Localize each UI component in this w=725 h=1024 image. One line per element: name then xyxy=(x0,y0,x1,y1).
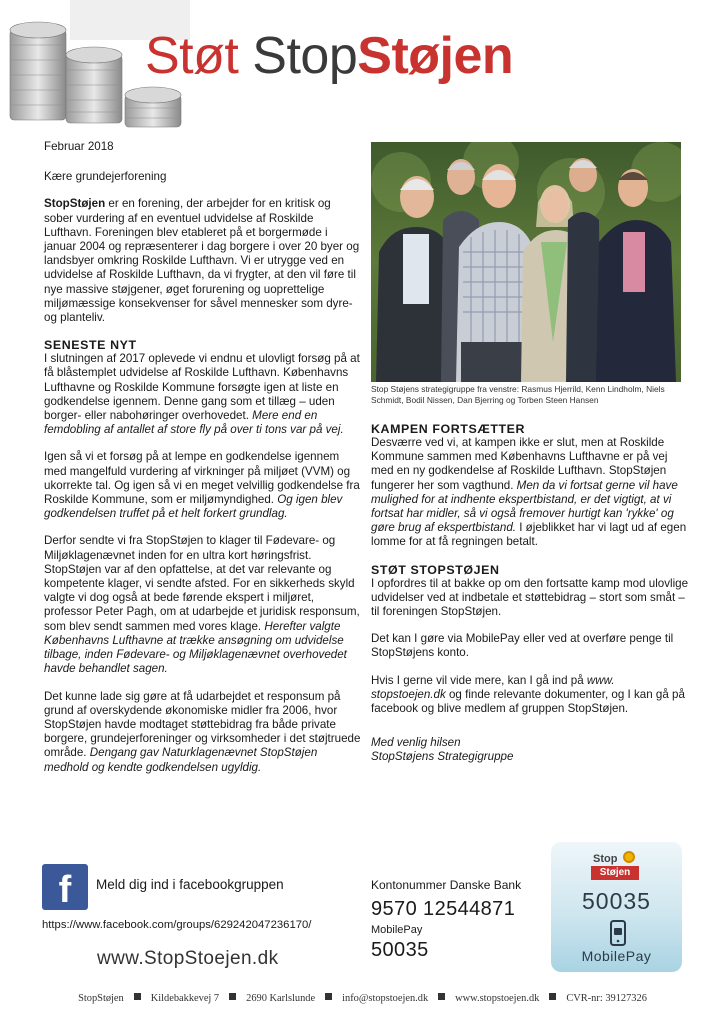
fight-paragraph: Desværre ved vi, at kampen ikke er slut, men at Roskilde Kommune sammen med Københavns Lufthavne er på vej med en ny godkendelse af Roskilde Lufthavn. StopStøjen fungerer her som vagthund. Men da vi fortsat gerne vil have mulighed for at indhente ekspertbistand, er det vigtigt, at vi fortsat har midler, så vi også fremover hurtigt kan 'rykke' og gøre brug af ekspertbistand. I øjeblikket har vi lagt ud af egen lomme for at få regningen betalt. xyxy=(371,436,687,549)
footer-website[interactable]: www.stopstoejen.dk xyxy=(455,993,540,1004)
footer-address: Kildebakkevej 7 xyxy=(150,993,220,1004)
footer-cvr: CVR-nr: 39127326 xyxy=(566,993,647,1004)
support-paragraph-1: I opfordres til at bakke op om den fortsatte kamp mod ulovlige udvidelser ved at indbetale et støttebidrag – stort som småt – til foreningen StopStøjen. xyxy=(371,576,689,619)
news-paragraph-2: Igen så vi et forsøg på at lempe en godkendelse igennem med mangelfuld vurdering af virkninger på miljøet (VVM) og ukorrekte tal. Og igen så vi en meget velvillig godkendelse fra Roskilde Kommune, som er miljømyndighed. Og igen blev godkendelsen truffet på et helt forkert grundlag. xyxy=(44,450,360,521)
mobilepay-number: 50035 xyxy=(371,939,429,961)
support-paragraph-2: Det kan I gøre via MobilePay eller ved at overføre penge til StopStøjens konto. xyxy=(371,632,674,660)
mobilepay-box xyxy=(551,842,682,972)
separator xyxy=(438,993,445,1000)
contact-footer xyxy=(0,993,725,1004)
separator xyxy=(229,993,236,1000)
letter-left-column xyxy=(44,140,362,788)
photo-caption: Stop Støjens strategigruppe fra venstre: Rasmus Hjerrild, Kenn Lindholm, Niels Schmidt, Bodil Nissen, Dan Bjerring og Torben Steen Hansen xyxy=(371,384,665,405)
support-heading: STØT STOPSTØJEN xyxy=(371,562,500,577)
separator xyxy=(325,993,332,1000)
support-paragraph-3: Hvis I gerne vil vide mere, kan I gå ind på www. stopstoejen.dk og finde relevante dokumenter, og I kan gå på facebook og blive medlem af gruppen StopStøjen. xyxy=(371,673,685,716)
website-link-inline[interactable]: www. stopstoejen.dk xyxy=(371,673,615,701)
fight-heading: KAMPEN FORTSÆTTER xyxy=(371,422,526,436)
mobilepay-box-number: 50035 xyxy=(582,888,651,914)
website-link[interactable]: www.StopStoejen.dk xyxy=(97,948,279,969)
sun-logo-icon xyxy=(623,851,635,863)
separator xyxy=(134,993,141,1000)
page-title: Støt StopStøjen xyxy=(145,27,514,85)
bank-account-number: 9570 12544871 xyxy=(371,898,516,920)
intro-paragraph: StopStøjen er en forening, der arbejder for en kritisk og sober vurdering af en eventuel udvidelse af Roskilde Lufthavn. Foreningen blev etableret på et borgermøde i januar 2004 og repræsenterer i dag borgere i over 20 byer og landsbyer omkring Roskilde Lufthavn. Vi er utrygge ved en udvidelse af Roskilde Lufthavn, da vi frygter, at den vil føre til nye massive støjgener, øget forurening og uoprettelige miljømæssige konsekvenser for såvel mennesker som dyre- og planteliv. xyxy=(44,197,360,325)
footer-org: StopStøjen xyxy=(78,993,124,1004)
news-heading: SENESTE NYT xyxy=(44,338,137,353)
news-paragraph-4: Det kunne lade sig gøre at få udarbejdet et responsum på grund af overskydende økonomiske midler fra 2006, hvor StopStøjen havde modtaget støttebidrag fra både private borgere, grundejerforeninger og virksomheder i det støjtruede område. Dengang gav Naturklagenævnet StopStøjen medhold og kendte godkendelsen ugyldig. xyxy=(44,689,361,774)
stopstojen-logo: Stop Støjen xyxy=(591,850,639,882)
news-paragraph-1: I slutningen af 2017 oplevede vi endnu et ulovligt forsøg på at få blåstemplet udvidelse af Roskilde Lufthavn. Københavns Lufthavne og Roskilde Kommune forsøgte igen at liste en godkendelse igennem. Denne gang som et tillæg – uden borger- eller nabohøringer overhovedet. Mere end en femdobling af antallet af store fly på over ti tons var på vej. xyxy=(44,352,360,437)
signoff: Med venlig hilsen StopStøjens Strategigruppe xyxy=(371,736,514,764)
mobilepay-brand: MobilePay xyxy=(581,948,652,964)
facebook-group-link[interactable]: https://www.facebook.com/groups/629242047236170/ xyxy=(42,919,312,931)
facebook-join-text: Meld dig ind i facebookgruppen xyxy=(96,877,284,892)
footer-postcode: 2690 Karlslunde xyxy=(246,993,316,1004)
group-photo xyxy=(371,142,681,382)
facebook-icon[interactable]: f xyxy=(42,864,88,910)
separator xyxy=(549,993,556,1000)
mobilepay-label: MobilePay xyxy=(371,924,423,936)
mobilepay-phone-icon xyxy=(607,920,629,946)
letter-right-column xyxy=(371,422,691,778)
news-paragraph-3: Derfor sendte vi fra StopStøjen to klager til Fødevare- og Miljøklagenævnet inden for en ultra kort høringsfrist. StopStøjen var af den opfattelse, at det var relevante og kompetente klager, vi sendte afsted. For en sikkerheds skyld valgte vi dog også at bede førende ekspert i miljøret, professor Peter Pagh, om at udarbejde et juridisk responsum, som blev sendt sammen med vores klage. Herefter valgte Københavns Lufthavne at trække ansøgning om udvidelse tilbage, inden Fødevare- og Miljøklagenævnet overhovedet havde behandlet sagen. xyxy=(44,534,360,676)
letter-salutation: Kære grundejerforening xyxy=(44,170,167,184)
bank-label: Kontonummer Danske Bank xyxy=(371,878,522,892)
footer-email[interactable]: info@stopstoejen.dk xyxy=(342,993,429,1004)
letter-date: Februar 2018 xyxy=(44,140,114,153)
